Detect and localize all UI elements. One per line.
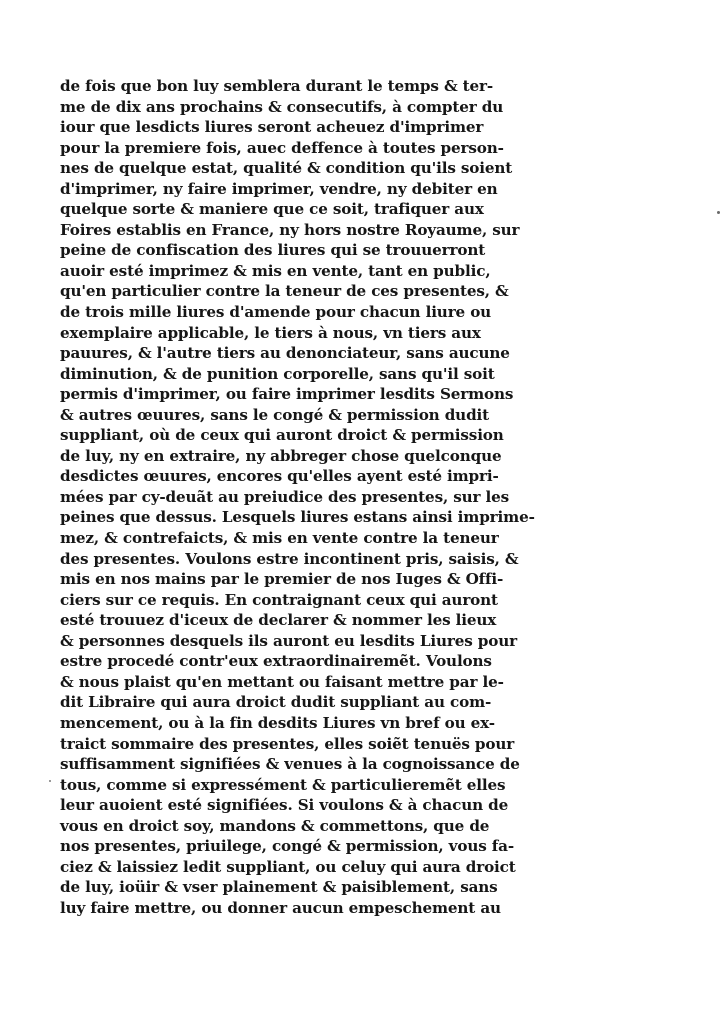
text-line: desdictes œuures, encores qu'elles ayent esté impri- bbox=[60, 467, 499, 486]
privilege-text-block bbox=[60, 76, 535, 918]
text-line: permis d'imprimer, ou faire imprimer lesdits Sermons bbox=[60, 385, 514, 404]
text-line: Foires establis en France, ny hors nostre Royaume, sur bbox=[60, 220, 520, 239]
text-line: de luy, ny en extraire, ny abbreger chose quelconque bbox=[60, 446, 502, 465]
text-line: ciez & laissiez ledit suppliant, ou celuy qui aura droict bbox=[60, 857, 516, 876]
text-line: de fois que bon luy semblera durant le temps & ter- bbox=[60, 77, 494, 95]
text-line: mées par cy-deuãt au preiudice des presentes, sur les bbox=[60, 487, 510, 506]
text-line: & nous plaist qu'en mettant ou faisant mettre par le- bbox=[60, 672, 504, 691]
text-line: nes de quelque estat, qualité & condition qu'ils soient bbox=[60, 159, 513, 178]
text-line: d'imprimer, ny faire imprimer, vendre, ny debiter en bbox=[60, 179, 498, 198]
text-line: pour la premiere fois, auec deffence à toutes person- bbox=[60, 138, 504, 157]
text-line: suffisamment signifiées & venues à la cognoissance de bbox=[60, 755, 520, 774]
paper-speck bbox=[717, 211, 720, 214]
text-line: qu'en particulier contre la teneur de ces presentes, & bbox=[60, 282, 509, 301]
text-line: & autres œuures, sans le congé & permission dudit bbox=[60, 405, 490, 424]
text-line: de trois mille liures d'amende pour chacun liure ou bbox=[60, 303, 492, 322]
text-line: luy faire mettre, ou donner aucun empeschement au bbox=[60, 898, 501, 917]
text-line: auoir esté imprimez & mis en vente, tant en public, bbox=[60, 261, 491, 280]
text-line: ciers sur ce requis. En contraignant ceux qui auront bbox=[60, 590, 498, 609]
text-line: tous, comme si expressément & particulieremẽt elles bbox=[60, 775, 506, 794]
text-line: iour que lesdicts liures seront acheuez d'imprimer bbox=[60, 118, 484, 137]
text-line: mencement, ou à la fin desdits Liures vn bref ou ex- bbox=[60, 713, 495, 732]
text-line: pauures, & l'autre tiers au denonciateur, sans aucune bbox=[60, 344, 510, 363]
text-line: suppliant, où de ceux qui auront droict & permission bbox=[60, 426, 504, 445]
text-line: dit Libraire qui aura droict dudit suppliant au com- bbox=[60, 693, 492, 712]
paper-speck bbox=[49, 780, 51, 782]
text-line: estre procedé contr'eux extraordinairemẽt. Voulons bbox=[60, 652, 492, 671]
text-line: esté trouuez d'iceux de declarer & nommer les lieux bbox=[60, 611, 497, 630]
text-line: des presentes. Voulons estre incontinent pris, saisis, & bbox=[60, 549, 519, 568]
text-line: leur auoient esté signifiées. Si voulons & à chacun de bbox=[60, 796, 509, 815]
text-line: quelque sorte & maniere que ce soit, trafiquer aux bbox=[60, 200, 484, 219]
text-line: mez, & contrefaicts, & mis en vente contre la teneur bbox=[60, 529, 499, 548]
text-line: mis en nos mains par le premier de nos Iuges & Offi- bbox=[60, 570, 504, 589]
text-line: traict sommaire des presentes, elles soiẽt tenuës pour bbox=[60, 734, 515, 753]
text-line: exemplaire applicable, le tiers à nous, vn tiers aux bbox=[60, 323, 481, 342]
text-line: vous en droict soy, mandons & commettons, que de bbox=[60, 816, 490, 835]
text-line: peine de confiscation des liures qui se trouuerront bbox=[60, 241, 486, 260]
text-line: de luy, ioüir & vser plainement & paisiblement, sans bbox=[60, 878, 498, 897]
text-line: peines que dessus. Lesquels liures estans ainsi imprime- bbox=[60, 508, 535, 527]
text-line: me de dix ans prochains & consecutifs, à compter du bbox=[60, 97, 504, 116]
text-line: diminution, & de punition corporelle, sans qu'il soit bbox=[60, 364, 495, 383]
text-line: & personnes desquels ils auront eu lesdits Liures pour bbox=[60, 631, 517, 650]
text-line: nos presentes, priuilege, congé & permission, vous fa- bbox=[60, 837, 514, 856]
